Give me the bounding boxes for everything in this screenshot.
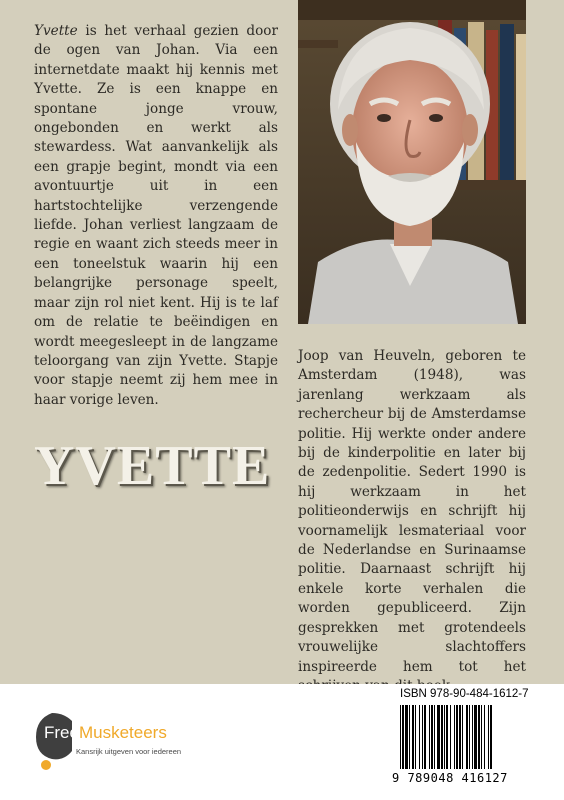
author-photo-image — [298, 0, 526, 324]
author-photo — [298, 0, 526, 324]
publisher-logo — [34, 711, 184, 771]
isbn-barcode-block — [392, 688, 528, 788]
blurb-title-word: Yvette — [34, 23, 78, 39]
author-bio-text: Joop van Heuveln, geboren te Amsterdam (1948), was jarenlang werkzaam als rechercheur bij de Amsterdamse politie. Hij werkte onder andere bij de kinderpolitie en later bij de zedenpolitie. Sedert 1990 is hij werkzaam in het politieonderwijs en schrijft hij voornamelijk lesmateriaal voor de Nederlandse en Surinaamse politie. Daarnaast schrijft hij enkele korte verhalen die worden gepubliceerd. Zijn gesprekken met grotendeels vrouwelijke slachtoffers inspireerde hem tot het — [298, 348, 526, 675]
publisher-name-part2: Musketeers — [78, 723, 167, 742]
publisher-name — [44, 723, 197, 743]
barcode-image — [392, 705, 528, 771]
publisher-tagline: Kansrijk uitgeven voor iedereen — [76, 747, 182, 756]
blurb-body: is het verhaal gezien door de ogen van Johan. Via een internetdate maakt hij kennis met Yvette. Ze is een knappe en spontane jonge vrouw, ongebonden en werkt als stewardess. Wat aanvankelijk als een grapje begint, mondt via een avontuurtje uit in een hartstochtelijke verzengende liefde. Johan verliest langzaam de regie en waant zich steeds meer in een toneelstuk waarin hij een belangrijke personage speelt, maar zijn rol niet kent. Hij is te laf om de relatie te beëindigen en wordt meegesleept in de langzame teloorgang van zijn Yvette. Stapje voor stapje neemt zij hem mee in haar vorige leven. — [34, 23, 278, 408]
publisher-name-part1: Free — [44, 723, 79, 742]
blurb-text — [34, 22, 278, 410]
cover-title: YVETTE — [34, 435, 271, 497]
isbn-label: ISBN 978-90-484-1612-7 — [400, 688, 529, 700]
isbn-digits: 9 789048 416127 — [392, 771, 508, 785]
